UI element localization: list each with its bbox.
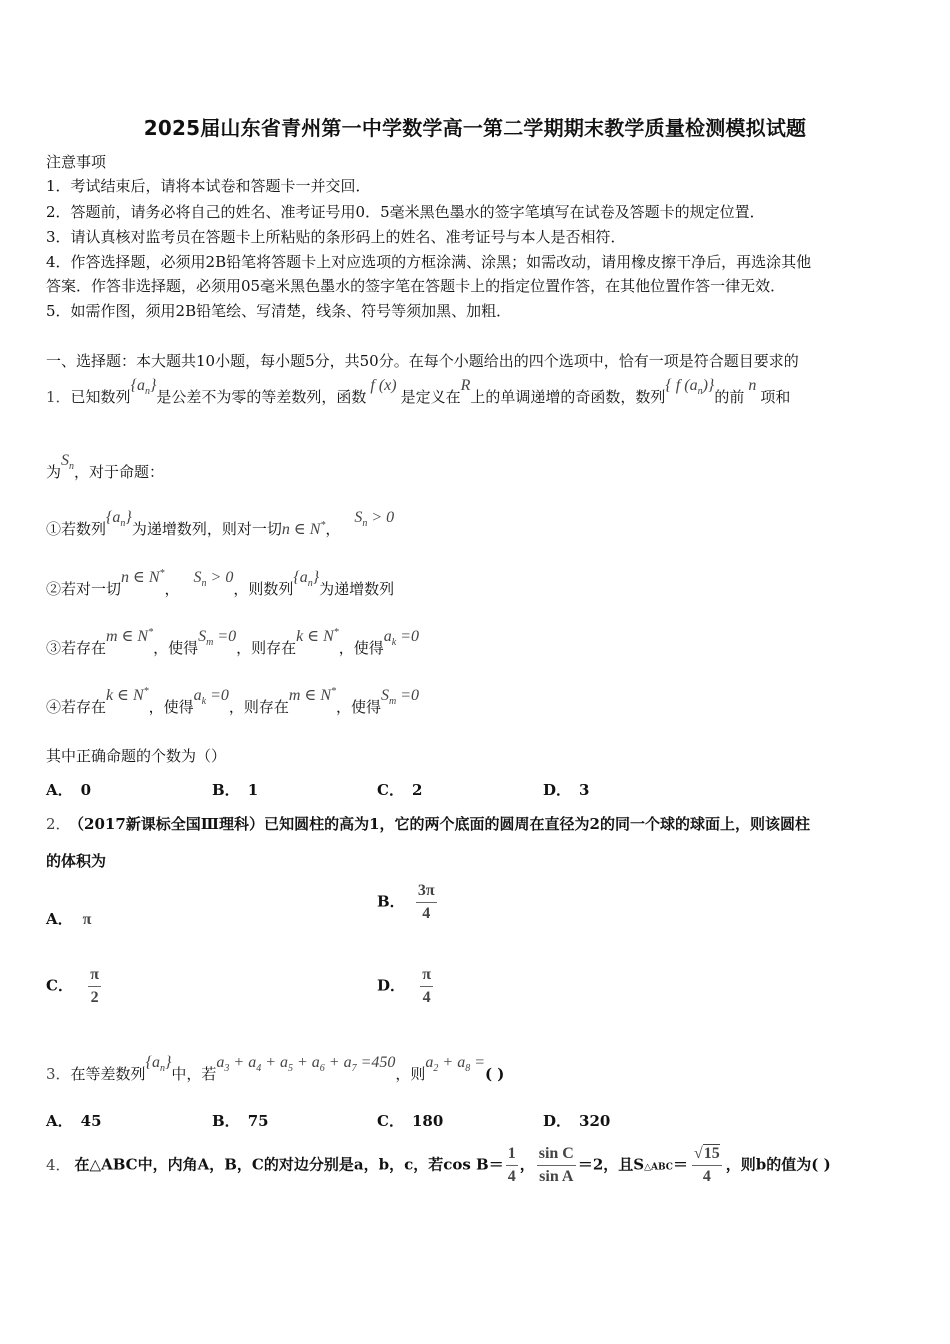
formula-n-in-N: n ∈ N* [121, 568, 165, 586]
option-label: D． [543, 1112, 572, 1130]
denominator: sin A [539, 1168, 574, 1185]
option-label: C． [377, 781, 404, 799]
numerator: √15 [692, 1145, 722, 1166]
statement-text: ②若对一切 [46, 580, 122, 598]
fraction [420, 966, 433, 1007]
question-2 [46, 813, 810, 834]
formula-fx: f (x) [366, 377, 401, 394]
q4-text: ＝2，且S [577, 1155, 645, 1174]
option-label: D． [377, 976, 406, 995]
q2-option-d[interactable] [377, 966, 433, 1007]
formula-Sm-eq-0: $S_m =0$ [381, 687, 420, 707]
formula-a2-plus-a8: $a_2 + a_8$ = [425, 1054, 485, 1074]
q2-text-line2: 的体积为 [46, 852, 107, 870]
statement-2 [46, 568, 395, 601]
formula-n: n [744, 377, 761, 394]
q4-text: ， [519, 1155, 535, 1174]
formula-R: R [460, 377, 471, 394]
notes-heading: 注意事项 [46, 153, 107, 171]
option-label: B． [212, 781, 240, 799]
numerator: sin C [537, 1145, 576, 1166]
statement-3 [46, 627, 420, 660]
formula-sum-eq-450: $a_3 + a_4 + a_5 + a_6 + a_7 =450$ [216, 1054, 396, 1074]
note-item: 4．作答选择题，必须用2B铅笔将答题卡上对应选项的方框涂满、涂黑；如需改动，请用橡皮擦干净后，再选涂其他 [46, 253, 812, 271]
radicand: 15 [703, 1145, 720, 1162]
formula-an-set: $\{a_n\}$ [130, 377, 157, 397]
question-1 [46, 377, 791, 409]
note-item: 3．请认真核对监考员在答题卡上所粘贴的条形码上的姓名、准考证号与本人是否相符． [46, 228, 626, 246]
q1-text: 已知数列 [70, 388, 131, 406]
option-label: B． [377, 892, 405, 911]
statement-text: ，则数列 [233, 580, 294, 598]
q1-text: 为 [46, 463, 62, 481]
denominator: 4 [702, 1168, 711, 1185]
fraction-one-quarter [506, 1145, 518, 1186]
option-label: A． [46, 781, 73, 799]
formula-f-an-set: { f $(a_n)$} [665, 377, 715, 397]
formula-an-set: $\{a_n\}$ [106, 509, 132, 529]
formula-Sm-eq-0: $S_m =0$ [198, 628, 237, 648]
q4-text: ，则b的值为( ) [725, 1155, 831, 1174]
option-value: 3 [579, 781, 590, 799]
statement-text: ， [325, 520, 341, 538]
section-heading: 一、选择题：本大题共10小题，每小题5分，共50分。在每个小题给出的四个选项中，恰有一项是符合题目要求的 [46, 352, 799, 370]
statement-text: 为递增数列，则对一切 [131, 520, 282, 538]
option-value: 45 [80, 1112, 102, 1130]
numerator: 3π [416, 882, 437, 903]
question-4 [46, 1145, 831, 1186]
question-number: 4． [46, 1155, 71, 1174]
statement-text: ①若数列 [46, 520, 107, 538]
option-value: 2 [411, 781, 423, 799]
formula-an-set: $\{a_n\}$ [145, 1054, 172, 1074]
question-3 [46, 1054, 505, 1086]
q1-text: 的前 [714, 388, 745, 406]
q3-option-c[interactable] [377, 1110, 443, 1131]
q3-text: 中，若 [171, 1065, 217, 1083]
q2-option-a[interactable] [46, 908, 91, 929]
numerator: π [88, 966, 101, 987]
option-value: 320 [579, 1112, 611, 1130]
denominator: 4 [422, 905, 431, 922]
question-number: 3． [46, 1065, 71, 1083]
fraction [88, 966, 101, 1007]
formula-ak-eq-0: $a_k =0$ [383, 628, 420, 648]
note-item: 1．考试结束后，请将本试卷和答题卡一并交回． [46, 177, 371, 195]
q3-option-b[interactable] [212, 1110, 269, 1131]
numerator: 1 [506, 1145, 518, 1166]
option-value: 0 [80, 781, 92, 799]
q4-text: ＝ [672, 1155, 688, 1174]
formula-m-in-N: m ∈ N* [288, 686, 336, 704]
statement-text: ③若存在 [46, 639, 107, 657]
option-value: 75 [247, 1112, 269, 1130]
statement-text: 为递增数列 [319, 580, 395, 598]
statement-1 [46, 509, 395, 541]
q1-option-a[interactable] [46, 779, 91, 800]
q1-ask: 其中正确命题的个数为（） [46, 747, 227, 765]
formula-m-in-N: m ∈ N* [106, 627, 154, 645]
statement-text: ，使得 [148, 698, 194, 716]
formula-Sn-gt-0: $S_n > 0$ [193, 569, 234, 589]
statement-text: ，则存在 [236, 639, 297, 657]
option-value: π [82, 911, 92, 928]
q3-text: ，则 [395, 1065, 426, 1083]
q2-option-b[interactable] [377, 882, 437, 923]
q4-subscript: △ABC [644, 1162, 673, 1173]
q1-text: 是公差不为零的等差数列，函数 [156, 388, 367, 406]
denominator: 4 [507, 1168, 516, 1185]
q1-option-d[interactable] [543, 779, 589, 800]
q1-option-c[interactable] [377, 779, 422, 800]
statement-text: ，使得 [336, 698, 382, 716]
q1-text: 项和 [760, 388, 791, 406]
formula-k-in-N: k ∈ N* [106, 686, 149, 704]
formula-Sn-gt-0: $S_n > 0$ [354, 509, 395, 529]
numerator: π [420, 966, 433, 987]
statement-text: ，则存在 [228, 698, 289, 716]
denominator: 2 [90, 989, 99, 1006]
q1-option-b[interactable] [212, 779, 258, 800]
q2-text: （2017新课标全国Ⅲ理科）已知圆柱的高为1，它的两个底面的圆周在直径为2的同一个球的球面上，则该圆柱 [76, 815, 810, 833]
statement-4 [46, 686, 420, 719]
fraction-sinC-sinA [537, 1145, 576, 1186]
q2-option-c[interactable] [46, 966, 101, 1007]
fraction [416, 882, 437, 923]
q3-text: 在等差数列 [70, 1065, 146, 1083]
statement-text: ，使得 [338, 639, 384, 657]
option-value: 1 [247, 781, 259, 799]
note-item: 答案．作答非选择题，必须用05毫米黑色墨水的签字笔在答题卡上的指定位置作答，在其他位置作答一律无效． [46, 277, 786, 295]
statement-text: ， [164, 580, 180, 598]
question-number: 2． [46, 815, 71, 833]
option-label: C． [46, 976, 73, 995]
q3-option-d[interactable] [543, 1110, 610, 1131]
note-item: 5．如需作图，须用2B铅笔绘、写清楚，线条、符号等须加黑、加粗． [46, 302, 512, 320]
page-title: 2025届山东省青州第一中学数学高一第二学期期末教学质量检测模拟试题 [143, 116, 807, 140]
option-label: B． [212, 1112, 240, 1130]
option-label: D． [543, 781, 572, 799]
q3-text: ( ) [484, 1065, 505, 1083]
q1-text: 上的单调递增的奇函数，数列 [470, 388, 666, 406]
formula-n-in-N: n ∈ N* [281, 520, 326, 538]
option-label: C． [377, 1112, 404, 1130]
fraction-sqrt15-over-4 [692, 1145, 722, 1186]
formula-an-set: $\{a_n\}$ [293, 569, 320, 589]
statement-text: ，使得 [153, 639, 199, 657]
option-label: A． [46, 1112, 73, 1130]
q1-text: ，对于命题： [74, 463, 165, 481]
q3-option-a[interactable] [46, 1110, 102, 1131]
formula-k-in-N: k ∈ N* [296, 627, 339, 645]
question-1-line2 [46, 452, 165, 484]
note-item: 2．答题前，请务必将自己的姓名、准考证号用0．5毫米黑色墨水的签字笔填写在试卷及答题卡的规定位置． [46, 203, 765, 221]
option-label: A． [46, 910, 73, 928]
formula-ak-eq-0: $a_k =0$ [193, 687, 229, 707]
q4-text: 在△ABC中，内角A，B，C的对边分别是a，b，c，若cos B＝ [74, 1155, 504, 1174]
option-value: 180 [411, 1112, 444, 1130]
question-number: 1． [46, 388, 71, 406]
denominator: 4 [422, 989, 431, 1006]
formula-Sn: $S_n$ [61, 452, 75, 472]
q1-text: 是定义在 [400, 388, 461, 406]
statement-text: ④若存在 [46, 698, 107, 716]
